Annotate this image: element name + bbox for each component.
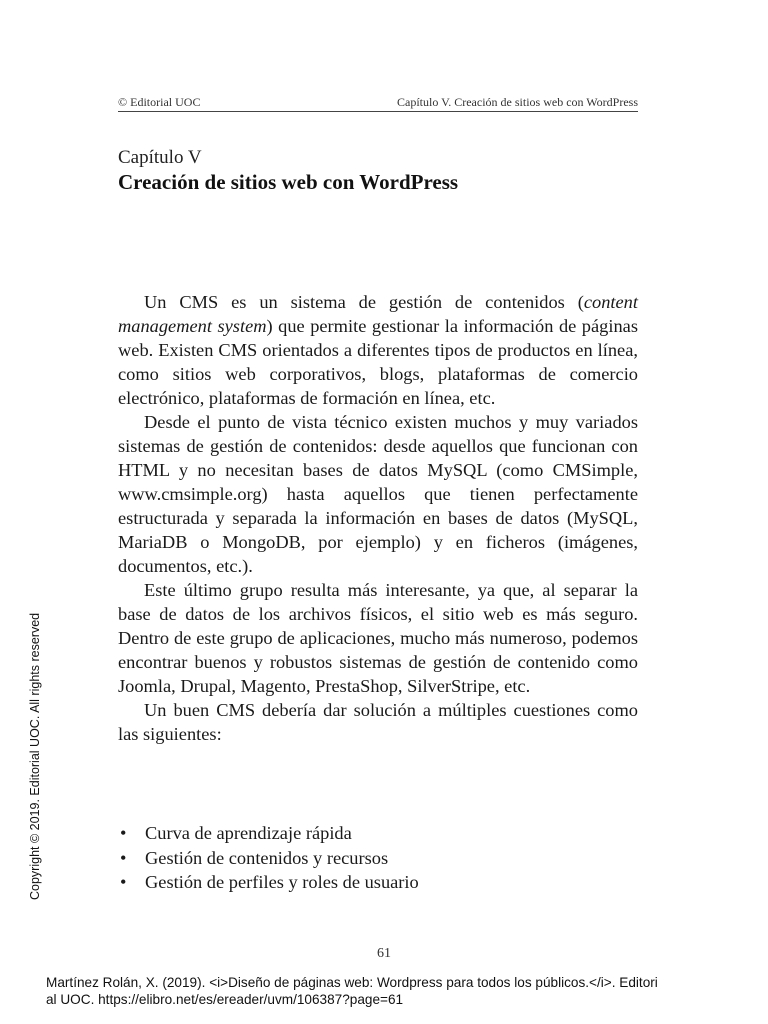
header-chapter: Capítulo V. Creación de sitios web con WordPress — [396, 95, 638, 109]
header-publisher: © Editorial UOC — [118, 95, 201, 109]
bullet-text: Curva de aprendizaje rápida — [145, 823, 352, 843]
body-text — [118, 290, 638, 746]
bullet-list — [118, 821, 638, 895]
paragraph-4: Un buen CMS debería dar solución a múltiples cuestiones como las siguientes: — [118, 700, 638, 744]
chapter-label: Capítulo V — [118, 147, 202, 168]
paragraph-1 — [118, 290, 638, 410]
page-number: 61 — [377, 946, 391, 961]
chapter-title: Creación de sitios web con WordPress — [118, 170, 459, 194]
paragraph-3: Este último grupo resulta más interesante, ya que, al separar la base de datos de los archivos físicos, el sitio web es más seguro. Dentro de este grupo de aplicaciones, mucho más numeroso, podemos encontrar buenos y robustos sistemas de gestión de contenido como Joomla, Drupal, Magento, PrestaShop, SilverStripe, etc. — [118, 580, 638, 696]
bullet-item — [118, 846, 638, 871]
bullet-dot: • — [120, 872, 127, 892]
bullet-dot: • — [120, 823, 127, 843]
citation-line-1: Martínez Rolán, X. (2019). <i>Diseño de páginas web: Wordpress para todos los públicos.</i>. Editori — [46, 975, 658, 990]
paragraph-1-italic: content management system — [118, 292, 638, 336]
bullet-dot: • — [120, 847, 127, 868]
side-copyright-notice: Copyright © 2019. Editorial UOC. All rights reserved — [28, 612, 42, 900]
bullet-text: Gestión de contenidos y recursos — [145, 847, 389, 868]
bullet-text: Gestión de perfiles y roles de usuario — [145, 872, 419, 892]
bullet-item — [118, 821, 638, 846]
paragraph-1-start: Un CMS es un sistema de gestión de contenidos ( — [144, 292, 584, 312]
citation-line-2: al UOC. https://elibro.net/es/ereader/uvm/106387?page=61 — [46, 992, 404, 1007]
running-header — [118, 95, 638, 112]
bullet-item — [118, 870, 638, 895]
citation-footer — [46, 974, 762, 1008]
paragraph-1-rest: ) que permite gestionar la información de páginas web. Existen CMS orientados a diferentes tipos de productos en línea, como sitios web corporativos, blogs, plataformas de comercio electrónico, plataformas de formación en línea, etc. — [118, 316, 638, 408]
paragraph-2: Desde el punto de vista técnico existen muchos y muy variados sistemas de gestión de contenidos: desde aquellos que funcionan con HTML y no necesitan bases de datos MySQL (como CMSimple, www.cmsimple.org) hasta aquellos que tienen perfectamente estructurada y separada la información en bases de datos (MySQL, MariaDB o MongoDB, por ejemplo) y en ficheros (imágenes, documentos, etc.). — [118, 412, 638, 576]
